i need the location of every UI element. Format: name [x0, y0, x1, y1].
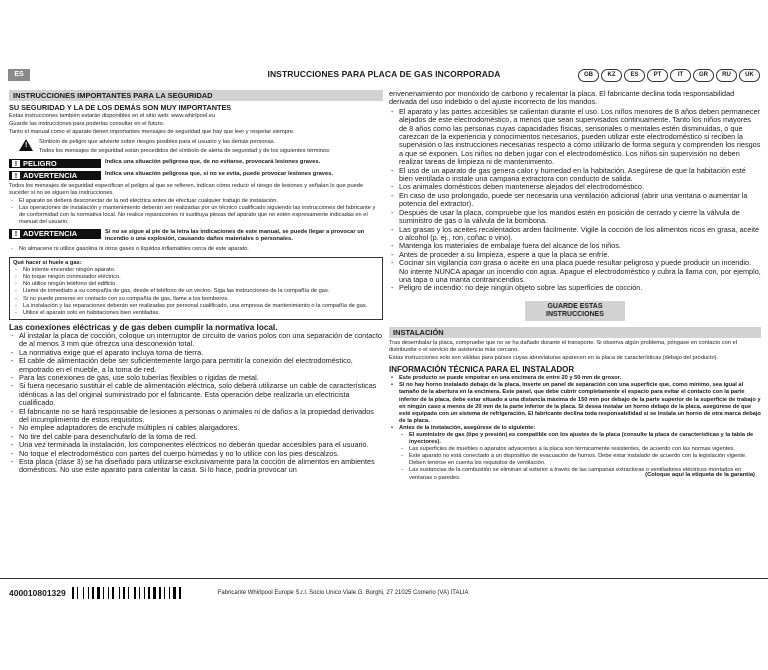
barcode-bar — [77, 587, 78, 599]
install-text: Estas instrucciones solo son válidas para países cuyas abreviaturas aparecen en la placa de características (debajo del producto). — [389, 355, 719, 362]
warning-icon: ! — [12, 160, 20, 167]
barcode-bar — [112, 587, 114, 599]
barcode-bar — [139, 587, 140, 599]
language-pill-es: ES — [624, 69, 645, 82]
barcode-bar — [157, 587, 158, 599]
tech-bullet: • Si no hay horno instalado debajo de la placa, inserte un panel de separación con una superficie que, como mínimo, sea igual al tamaño de la abertura en la encimera. Este panel, que debe cubrir completamente el espacio para evitar el contacto con la parte inferior de la placa, debe estar situado a una distancia máxima de 150 mm por debajo de la parte superior de la superficie de trabajo y en ningún caso a menos de 20 mm de la parte inferior de la placa. Si desea instalar un horno debajo de la placa, asegúrese de que esté equipado con un sistema de refrigeración. El fabricante declina toda responsabilidad si se instala un horno de otra marca debajo de la placa. — [389, 382, 761, 425]
barcode-bar — [177, 587, 178, 599]
barcode-bar — [169, 587, 170, 599]
connection-list-item: - No tire del cable para desenchufarlo de la toma de red. — [9, 433, 383, 441]
tech-bullet: • Este producto se puede empotrar en una encimera de entre 20 y 50 mm de grosor. — [389, 375, 761, 382]
tech-info-title: INFORMACIÓN TÉCNICA PARA EL INSTALADOR — [389, 365, 575, 375]
barcode-bar — [130, 587, 133, 599]
warning-text: Indica una situación peligrosa que, si no se evita, puede provocar lesiones graves. — [105, 170, 334, 177]
list-item: - El aparato se deberá desconectar de la red eléctrica antes de efectuar cualquier trabajo de instalación. — [9, 198, 383, 205]
connection-list-item: - Para las conexiones de gas, use solo tuberías flexibles o rígidas de metal. — [9, 374, 383, 382]
list-item: - Las operaciones de instalación y mantenimiento deberán ser realizadas por un técnico cualificado siguiendo las instrucciones del fabricante y de conformidad con la normativa local. No realice reparaciones ni sustituya piezas del aparato que no estén expresamente indicadas en el manual del usuario. — [9, 205, 383, 226]
tech-list — [389, 375, 761, 432]
barcode-bar — [128, 587, 129, 599]
connection-list-item: - La normativa exige que el aparato incluya toma de tierra. — [9, 349, 383, 357]
connection-list-item: - El fabricante no se hará responsable de lesiones a personas o animales ni de daños a la propiedad derivados del incumplimiento de estos requisitos. — [9, 408, 383, 425]
continuation-text: envenenamiento por monóxido de carbono y recalentar la placa. El fabricante declina toda responsabilidad derivada del uso indebido o del ajuste incorrecto de los mandos. — [389, 89, 735, 107]
barcode-bar — [171, 587, 172, 599]
safety-list-item: - Antes de proceder a su limpieza, espere a que la placa se enfríe. — [389, 251, 761, 259]
safety-list-item: - El uso de un aparato de gas genera calor y humedad en la habitación. Asegúrese de que la habitación esté bien ventilada o instale una campana extractora con conducto de salida. — [389, 167, 761, 184]
barcode-bar — [159, 587, 161, 599]
danger-box — [9, 159, 383, 168]
list-item: - No almacene ni utilice gasolina ni otros gases o líquidos inflamables cerca de este aparato. — [9, 246, 383, 253]
tech-sub-item: - Las superficies de muebles o aparatos adyacentes a la placa son térmicamente resistentes, de acuerdo con las normas vigentes. — [399, 446, 761, 453]
barcode-bar — [103, 587, 104, 599]
intro-line: Estas instrucciones también estarán disponibles en el sitio web: www.whirlpool.eu — [9, 113, 216, 120]
connection-list-item: - No toque el electrodoméstico con partes del cuerpo húmedas y no lo utilice con los pies descalzos. — [9, 450, 383, 458]
barcode-bar — [105, 587, 107, 599]
symbol-text: Todos los mensajes de seguridad están precedidos del símbolo de alerta de seguridad y de los siguientes términos: — [39, 147, 331, 154]
warranty-label: (Coloque aquí la etiqueta de la garantía) — [645, 471, 755, 478]
danger-label: PELIGRO — [23, 158, 57, 168]
warning-triangle-icon: ! — [19, 139, 33, 151]
danger-text: Indica una situación peligrosa que, de no evitarse, provocará lesiones graves. — [105, 158, 321, 165]
safety-section-title: INSTRUCCIONES IMPORTANTES PARA LA SEGURIDAD — [9, 90, 383, 101]
tech-sub-item: - Las sustancias de la combustión se eliminan al exterior a través de las campanas extractoras o ventiladores eléctricos montados en ventanas o paredes. — [399, 467, 761, 481]
barcode — [72, 587, 184, 599]
connection-list-item: - Una vez terminada la instalación, los componentes eléctricos no deberán quedar accesibles para el usuario. — [9, 441, 383, 449]
barcode-bar — [95, 587, 96, 599]
gas-list-item: - No toque ningún conmutador eléctrico. — [13, 274, 379, 281]
warning-box-2 — [9, 229, 383, 243]
gas-list-item: - Utilice el aparato solo en habitaciones bien ventiladas. — [13, 310, 379, 317]
language-pill-ru: RU — [716, 69, 737, 82]
barcode-bar — [119, 587, 120, 599]
list — [9, 246, 383, 253]
connections-title: Las conexiones eléctricas y de gas deben cumplir la normativa local. — [9, 322, 278, 332]
keep-instructions-label: GUARDE ESTAS INSTRUCCIONES — [525, 301, 625, 321]
paragraph: Todos los mensajes de seguridad especifican el peligro al que se refieren, indican cómo reducir el riesgo de lesiones y señalan lo que puede suceder si no se siguen las instrucciones. — [9, 182, 364, 196]
barcode-bar — [101, 587, 102, 599]
gas-list-item: - Llame de inmediato a su compañía de gas, desde el teléfono de un vecino. Siga las instrucciones de la compañía de gas. — [13, 288, 379, 295]
gas-list-item: - No utilice ningún teléfono del edificio. — [13, 281, 379, 288]
list — [9, 198, 383, 226]
barcode-bar — [144, 587, 145, 599]
warning-text: Si no se sigue al pie de la letra las indicaciones de este manual, se puede llegar a provocar un incendio o una explosión, causando daños materiales o personales. — [105, 229, 365, 243]
gas-list — [13, 267, 379, 317]
right-column — [389, 90, 761, 482]
connection-list-item: - Esta placa (clase 3) se ha diseñado para utilizarse exclusivamente para la cocción de alimentos en ambientes domésticos. No use este aparato para calentar la casa. Si lo hace, podría provocar un — [9, 458, 383, 475]
safety-list-item: - Después de usar la placa, compruebe que los mandos estén en posición de cerrado y cierre la válvula de suministro de gas o la válvula de la bombona. — [389, 209, 761, 226]
barcode-bar — [151, 587, 152, 599]
barcode-bar — [126, 587, 127, 599]
barcode-bar — [141, 587, 143, 599]
language-pill-gr: GR — [693, 69, 714, 82]
document-title: INSTRUCCIONES PARA PLACA DE GAS INCORPORADA — [267, 69, 501, 79]
barcode-bar — [75, 587, 76, 599]
tech-bullet: • Antes de la instalación, asegúrese de lo siguiente: — [389, 425, 761, 432]
connection-list-item: - El cable de alimentación debe ser suficientemente largo para permitir la conexión del electrodoméstico, empotrado en el mueble, a la toma de red. — [9, 357, 383, 374]
barcode-bar — [121, 587, 122, 599]
tech-sub-item: - El suministro de gas (tipo y presión) es compatible con los ajustes de la placa (consulte la placa de características y la tabla de inyectores). — [399, 432, 761, 446]
barcode-bar — [166, 587, 168, 599]
barcode-bar — [179, 587, 181, 599]
product-code: 400010801329 — [9, 588, 66, 598]
barcode-bar — [115, 587, 118, 599]
barcode-bar — [123, 587, 125, 599]
barcode-bar — [110, 587, 111, 599]
safety-list-item: - Mantenga los materiales de embalaje fuera del alcance de los niños. — [389, 242, 761, 250]
barcode-bar — [85, 587, 87, 599]
barcode-bar — [162, 587, 163, 599]
intro-line: Guarde las instrucciones para poderlas consultar en el futuro. — [9, 121, 165, 128]
warning-icon: ! — [12, 230, 20, 237]
safety-list-item: - Los animales domésticos deben mantenerse alejados del electrodoméstico. — [389, 183, 761, 191]
barcode-bar — [153, 587, 156, 599]
barcode-bar — [90, 587, 91, 599]
intro-line: Tanto el manual como el aparato tienen importantes mensajes de seguridad que hay que leer y respetar siempre. — [9, 129, 295, 136]
barcode-bar — [108, 587, 109, 599]
safety-list-item: - Las grasas y los aceites recalentados arden fácilmente. Vigile la cocción de los alimentos ricos en grasa, aceite o alcohol (p. ej., ron, coñac o vino). — [389, 226, 761, 243]
barcode-bar — [97, 587, 100, 599]
barcode-bar — [182, 587, 183, 599]
symbol-row — [9, 139, 383, 155]
warning-label: ADVERTENCIA — [23, 229, 78, 239]
gas-smell-box — [9, 257, 383, 320]
connection-list-item: - Si fuera necesario sustituir el cable de alimentación eléctrica, solo deberá utilizarse un cable de características idénticas a las del original suministrado por el fabricante. Esta operación debe realizarla un electricista cualificado. — [9, 382, 383, 407]
gas-list-item: - Si no puede ponerse en contacto con su compañía de gas, llame a los bomberos. — [13, 296, 379, 303]
safety-list-item: - Peligro de incendio: no deje ningún objeto sobre las superficies de cocción. — [389, 284, 761, 292]
language-pill-pt: PT — [647, 69, 668, 82]
barcode-bar — [148, 587, 150, 599]
barcode-bar — [164, 587, 165, 599]
gas-box-title: Qué hacer si huele a gas: — [13, 260, 82, 267]
tech-sub-item: - Este aparato no está conectado a un dispositivo de evacuación de humos. Debe estar instalado de acuerdo con la legislación vigente. Deben tenerse en cuenta los requisitos de ventilación. — [399, 453, 761, 467]
language-pill-gb: GB — [578, 69, 599, 82]
barcode-bar — [137, 587, 138, 599]
warning-icon: ! — [12, 172, 20, 179]
barcode-bar — [173, 587, 176, 599]
company-info: Fabricante Whirlpool Europe S.r.l. Socio Unico Viale G. Borghi, 27 21025 Comerio (VA) ITALIA — [217, 590, 469, 596]
safety-list-item: - Cocinar sin vigilancia con grasa o aceite en una placa puede resultar peligroso y puede producir un incendio. No intente NUNCA apagar un incendio con agua. Apague el electrodoméstico y cubra la llama con, por ejemplo, una tapa o una manta contraincendios. — [389, 259, 761, 284]
barcode-bar — [72, 587, 74, 599]
warning-label: ADVERTENCIA — [23, 170, 78, 180]
barcode-bar — [146, 587, 147, 599]
language-pill-it: IT — [670, 69, 691, 82]
connections-list — [9, 332, 383, 475]
connection-list-item: - No emplee adaptadores de enchufe múltiples ni cables alargadores. — [9, 424, 383, 432]
language-badge: ES — [8, 69, 30, 81]
installation-title: INSTALACIÓN — [389, 327, 761, 338]
safety-list — [389, 108, 761, 293]
symbol-text: Símbolo de peligro que advierte sobre riesgos posibles para el usuario y las demás personas. — [39, 139, 276, 146]
gas-list-item: - No intente encender ningún aparato. — [13, 267, 379, 274]
gas-list-item: - La instalación y las reparaciones deberán ser realizadas por personal cualificado, una empresa de mantenimiento o la compañía de gas. — [13, 303, 379, 310]
language-pill-uk: UK — [739, 69, 760, 82]
warning-box — [9, 171, 383, 180]
safety-list-item: - En caso de uso prolongado, puede ser necesaria una ventilación adicional (abrir una ventana o aumentar la potencia del extractor). — [389, 192, 761, 209]
footer-divider — [0, 578, 768, 579]
safety-list-item: - El aparato y las partes accesibles se calientan durante el uso. Los niños menores de 8 años deben permanecer alejados de este electrodoméstico, a menos que sean supervisados continuamente. Tanto los niños mayores de 8 años como las personas cuyas capacidades físicas, sensoriales o mentales estén disminuidas, o que carezcan de la experiencia y conocimientos necesarios, pueden utilizar este electrodoméstico si reciben la supervisión o las instrucciones necesarias respecto a cómo utilizarlo de forma segura y comprenden los riesgos a que se exponen. Los niños no deben jugar con el electrodoméstico. Los niños sin supervisión no deben realizar tareas de limpieza ni de mantenimiento. — [389, 108, 761, 167]
barcode-bar — [92, 587, 94, 599]
safety-subtitle: SU SEGURIDAD Y LA DE LOS DEMÁS SON MUY IMPORTANTES — [9, 103, 232, 113]
barcode-bar — [83, 587, 84, 599]
install-text: Tras desembalar la placa, compruebe que no se ha dañado durante el transporte. Si observa algún problema, póngase en contacto con el distribuidor o el servicio de asistencia más cercano. — [389, 339, 737, 353]
barcode-bar — [88, 587, 89, 599]
language-list — [578, 69, 760, 82]
connection-list-item: - Al instalar la placa de cocción, coloque un interruptor de circuito de varios polos con una separación de contacto de al menos 3 mm que ofrezca una desconexión total. — [9, 332, 383, 349]
footer — [9, 583, 759, 603]
barcode-bar — [79, 587, 82, 599]
barcode-bar — [134, 587, 136, 599]
language-pill-kz: KZ — [601, 69, 622, 82]
left-column — [9, 90, 383, 475]
